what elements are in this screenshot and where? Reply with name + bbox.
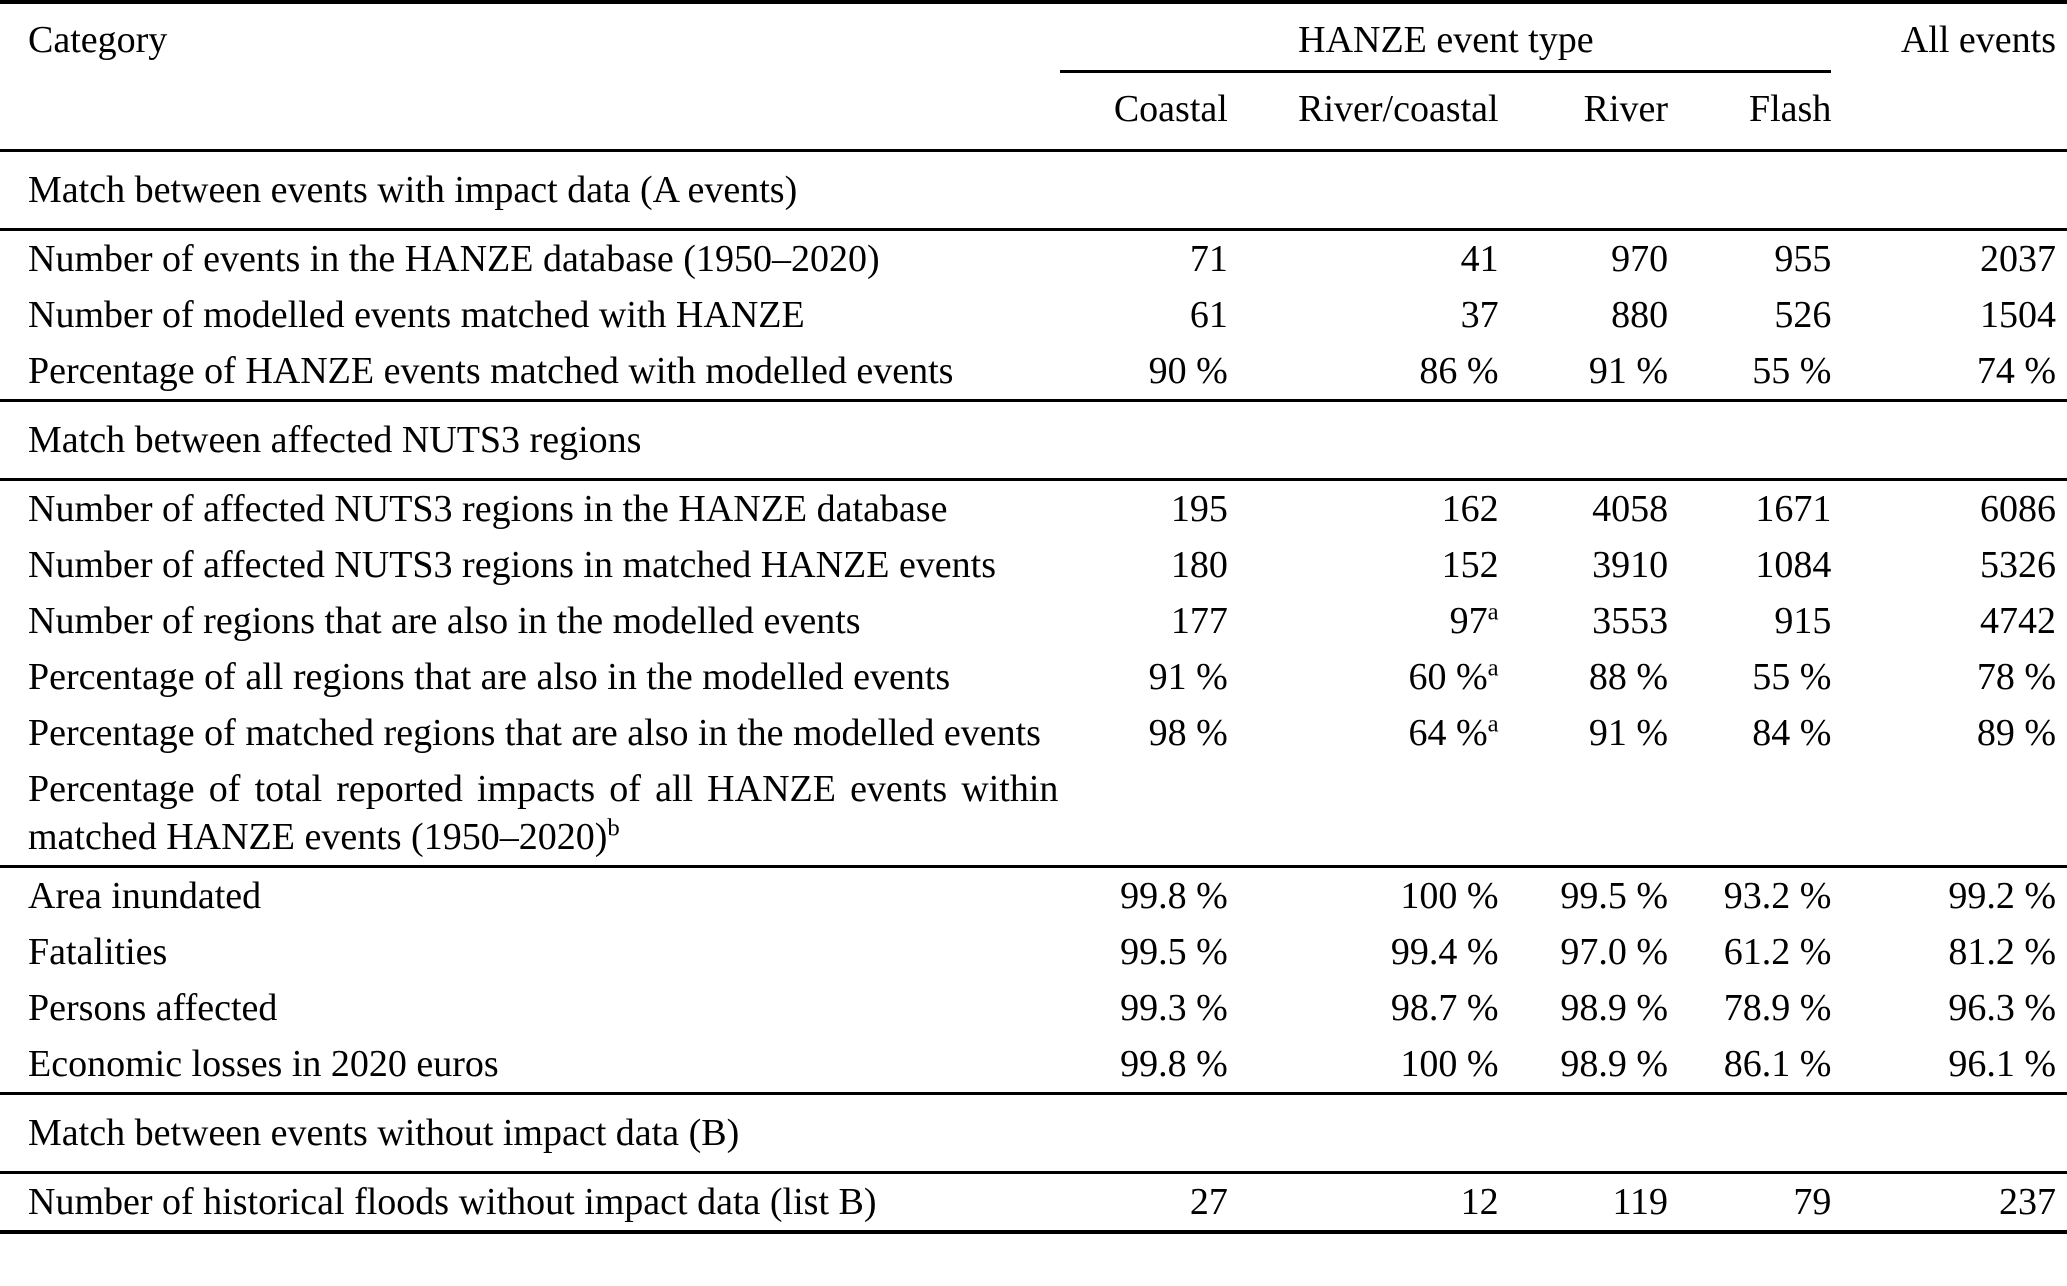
footnote-marker-a: a: [1487, 710, 1499, 738]
cell-coastal: [1060, 761, 1227, 867]
row-label: Economic losses in 2020 euros: [0, 1036, 1060, 1094]
cell-river: 99.5 %: [1560, 875, 1669, 917]
cell-all-events: 6086: [1980, 488, 2056, 530]
cell-river-coastal: [1228, 649, 1499, 705]
cell-river: 91 %: [1499, 343, 1668, 401]
section-header-b-events: [0, 1094, 2067, 1173]
footnote-marker-b: b: [607, 814, 620, 842]
cell-flash: 1671: [1755, 488, 1832, 530]
cell-river-coastal: 99.4 %: [1390, 931, 1499, 973]
cell-coastal: 180: [1170, 544, 1228, 586]
table-row: [0, 343, 2067, 401]
footnote-marker-a: a: [1487, 598, 1499, 626]
cell-flash: 61.2 %: [1723, 931, 1832, 973]
cell-river-coastal: 41: [1460, 238, 1499, 280]
footnote-marker-a: a: [1487, 654, 1499, 682]
cell-flash: 79: [1793, 1181, 1832, 1223]
row-label: Percentage of all regions that are also in the modelled events: [28, 656, 951, 698]
cell-flash: 93.2 %: [1723, 875, 1832, 917]
cell-all-events: 96.3 %: [1948, 987, 2056, 1029]
cell-river: [1499, 761, 1668, 867]
cell-river: 97.0 %: [1560, 931, 1669, 973]
cell-river: 119: [1612, 1181, 1669, 1223]
cell-all-events: 4742: [1980, 600, 2056, 642]
cell-value: 97: [1449, 600, 1488, 642]
cell-flash: [1668, 761, 1831, 867]
table-row: [0, 649, 2067, 705]
cell-coastal: 91 %: [1148, 656, 1228, 698]
cell-river-coastal: [1228, 593, 1499, 649]
cell-river-coastal: 37: [1460, 294, 1499, 336]
cell-all-events: 96.1 %: [1831, 1036, 2067, 1094]
cell-river-coastal: 100 %: [1400, 875, 1499, 917]
row-label: Persons affected: [28, 987, 278, 1029]
table-row: [0, 537, 2067, 593]
cell-river: 4058: [1592, 488, 1669, 530]
cell-coastal: 99.8 %: [1120, 875, 1228, 917]
section-header-label: Match between events with impact data (A events): [0, 151, 2067, 230]
section-header-label: Match between affected NUTS3 regions: [0, 401, 2067, 480]
row-label: Fatalities: [28, 931, 168, 973]
table-row: [0, 230, 2067, 288]
table-row: [0, 705, 2067, 761]
column-header-flash: Flash: [1668, 72, 1831, 151]
section-header-a-events: [0, 151, 2067, 230]
table-row: [0, 867, 2067, 925]
column-header-category: Category: [0, 2, 1060, 151]
cell-river: 3910: [1592, 544, 1669, 586]
row-label: Number of modelled events matched with HANZE: [28, 294, 805, 336]
column-header-coastal: Coastal: [1060, 72, 1227, 151]
cell-coastal: 90 %: [1060, 343, 1227, 401]
cell-flash: 84 %: [1752, 712, 1832, 754]
cell-all-events: 81.2 %: [1948, 931, 2056, 973]
cell-flash: 526: [1774, 294, 1832, 336]
cell-flash: 78.9 %: [1723, 987, 1832, 1029]
cell-river: 880: [1611, 294, 1669, 336]
cell-all-events: 99.2 %: [1948, 875, 2056, 917]
cell-river-coastal: 98.7 %: [1390, 987, 1499, 1029]
cell-coastal: 195: [1170, 488, 1228, 530]
cell-flash: 1084: [1755, 544, 1832, 586]
table-row: [0, 1036, 2067, 1094]
row-label: [0, 761, 1060, 867]
cell-coastal: 61: [1189, 294, 1228, 336]
cell-river-coastal: [1228, 705, 1499, 761]
row-label: Number of affected NUTS3 regions in the HANZE database: [28, 488, 948, 530]
row-label: Number of affected NUTS3 regions in matched HANZE events: [28, 544, 997, 586]
row-label: Number of events in the HANZE database (1950–2020): [28, 238, 880, 280]
cell-river: 91 %: [1588, 712, 1669, 754]
cell-river-coastal: [1228, 761, 1499, 867]
cell-flash: 86.1 %: [1668, 1036, 1831, 1094]
cell-flash: 55 %: [1752, 656, 1832, 698]
column-group-header-hanze-event-type: HANZE event type: [1060, 2, 1831, 72]
cell-all-events: 89 %: [1976, 712, 2056, 754]
cell-coastal: 177: [1170, 600, 1228, 642]
cell-all-events: 5326: [1980, 544, 2056, 586]
cell-value: 64 %: [1408, 712, 1488, 754]
cell-river: 3553: [1592, 600, 1669, 642]
section-header-label: Match between events without impact data (B): [0, 1094, 2067, 1173]
cell-coastal: 99.5 %: [1120, 931, 1228, 973]
cell-all-events: 74 %: [1831, 343, 2067, 401]
header-row-group: [0, 2, 2067, 72]
cell-river: 98.9 %: [1560, 987, 1669, 1029]
table-row: [0, 287, 2067, 343]
table-row: [0, 593, 2067, 649]
cell-flash: 915: [1774, 600, 1832, 642]
table-row: [0, 924, 2067, 980]
cell-river-coastal: 12: [1460, 1181, 1499, 1223]
cell-all-events: 237: [1999, 1181, 2056, 1223]
table-row: [0, 980, 2067, 1036]
cell-coastal: 27: [1189, 1181, 1228, 1223]
table-row: [0, 1173, 2067, 1233]
cell-flash: 955: [1774, 238, 1832, 280]
column-header-all-events: All events: [1831, 2, 2067, 151]
cell-coastal: 99.3 %: [1120, 987, 1228, 1029]
cell-value: 60 %: [1408, 656, 1488, 698]
cell-all-events: [1831, 761, 2067, 867]
section-header-nuts3-regions: [0, 401, 2067, 480]
row-label: Percentage of HANZE events matched with modelled events: [0, 343, 1060, 401]
cell-river: 970: [1611, 238, 1669, 280]
cell-coastal: 99.8 %: [1060, 1036, 1227, 1094]
cell-river-coastal: 152: [1441, 544, 1499, 586]
row-label-text: Percentage of total reported impacts of all HANZE events within matched HANZE events (1950–2020): [28, 768, 1059, 858]
cell-river: 98.9 %: [1499, 1036, 1668, 1094]
cell-coastal: 71: [1189, 238, 1228, 280]
table-row: [0, 480, 2067, 538]
row-label: Number of historical floods without impact data (list B): [28, 1181, 877, 1223]
cell-all-events: 1504: [1980, 294, 2056, 336]
cell-river: 88 %: [1588, 656, 1669, 698]
row-label: Percentage of matched regions that are also in the modelled events: [28, 712, 1041, 754]
table-row: [0, 761, 2067, 867]
cell-river-coastal: 86 %: [1228, 343, 1499, 401]
column-header-river: River: [1499, 72, 1668, 151]
row-label: Number of regions that are also in the modelled events: [28, 600, 861, 642]
column-header-river-coastal: River/coastal: [1228, 72, 1499, 151]
row-label: Area inundated: [28, 875, 262, 917]
cell-coastal: 98 %: [1148, 712, 1228, 754]
cell-river-coastal: 162: [1441, 488, 1499, 530]
cell-all-events: 2037: [1980, 238, 2056, 280]
cell-river-coastal: 100 %: [1228, 1036, 1499, 1094]
cell-flash: 55 %: [1668, 343, 1831, 401]
cell-all-events: 78 %: [1976, 656, 2056, 698]
